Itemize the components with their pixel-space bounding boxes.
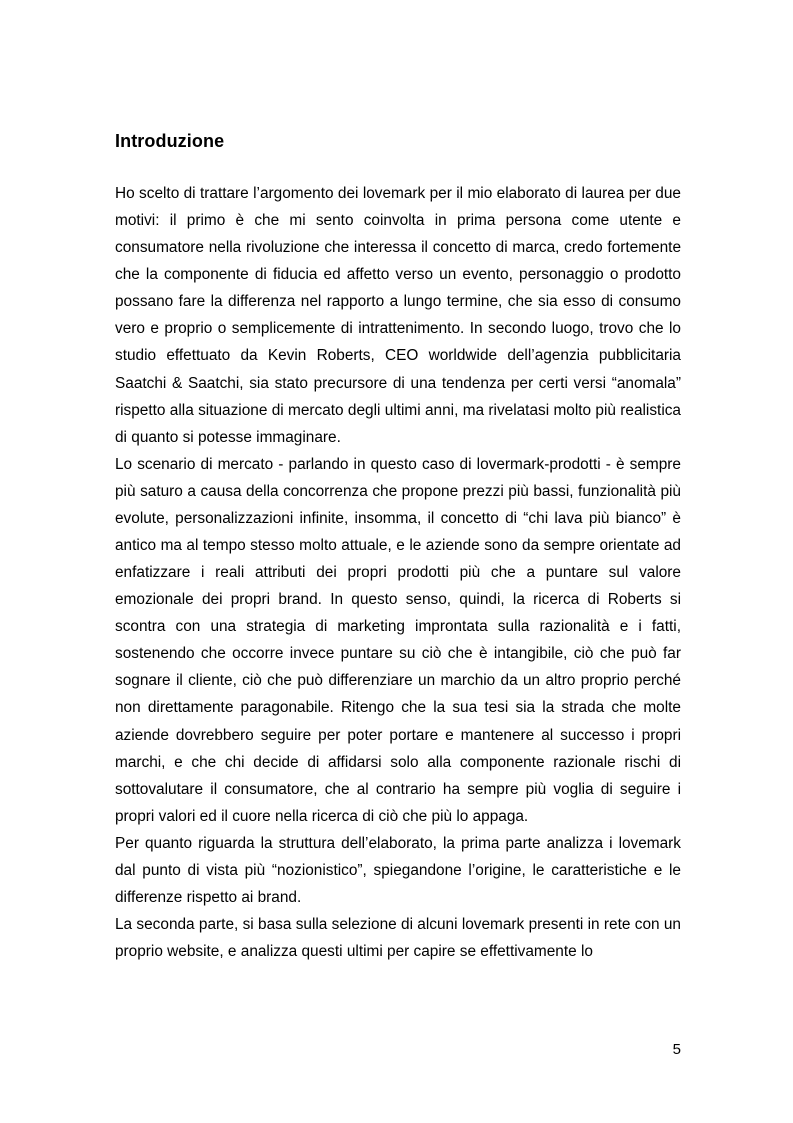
section-heading: Introduzione xyxy=(115,131,225,151)
paragraph-2: Lo scenario di mercato - parlando in questo caso di lovermark-prodotti - è sempre più saturo a causa della concorrenza che propone prezzi più bassi, funzionalità più evolute, personalizzazioni infinite, insomma, il concetto di “chi lava più bianco” è antico ma al tempo stesso molto attuale, e le aziende sono da sempre orientate ad enfatizzare i reali attributi dei propri prodotti più che a puntare sul valore emozionale dei propri brand. In questo senso, quindi, la ricerca di Roberts si scontra con una strategia di marketing improntata sulla razionalità e i fatti, sostenendo che occorre invece puntare su ciò che è intangibile, ciò che può far sognare il cliente, ciò che può differenziare un marchio da un altro proprio perché non direttamente paragonabile. Ritengo che la sua tesi sia la strada che molte aziende dovrebbero seguire per poter portare e mantenere al successo i propri marchi, e che chi decide di affidarsi solo alla componente razionale rischi di sottovalutare il consumatore, che al contrario ha sempre più voglia di seguire i propri valori ed il cuore nella ricerca di ciò che più lo appaga. xyxy=(115,455,681,825)
page-number: 5 xyxy=(672,1041,681,1058)
paragraph-3: Per quanto riguarda la struttura dell’elaborato, la prima parte analizza i lovemark dal punto di vista più “nozionistico”, spiegandone l’origine, le caratteristiche e le differenze rispetto ai brand. xyxy=(115,834,681,907)
paragraph-1: Ho scelto di trattare l’argomento dei lovemark per il mio elaborato di laurea per due motivi: il primo è che mi sento coinvolta in prima persona come utente e consumatore nella rivoluzione che interessa il concetto di marca, credo fortemente che la componente di fiducia ed affetto verso un evento, personaggio o prodotto possano fare la differenza nel rapporto a lungo termine, che sia esso di consumo vero e proprio o semplicemente di intrattenimento. In secondo luogo, trovo che lo studio effettuato da Kevin Roberts, CEO worldwide dell’agenzia pubblicitaria Saatchi & Saatchi, sia stato precursore di una tendenza per certi versi “anomala” rispetto alla situazione di mercato degli ultimi anni, ma rivelatasi molto più realistica di quanto si potesse immaginare. xyxy=(115,185,681,446)
paragraph-4: La seconda parte, si basa sulla selezione di alcuni lovemark presenti in rete con un proprio website, e analizza questi ultimi per capire se effettivamente lo xyxy=(115,916,681,961)
body-text xyxy=(115,180,681,965)
